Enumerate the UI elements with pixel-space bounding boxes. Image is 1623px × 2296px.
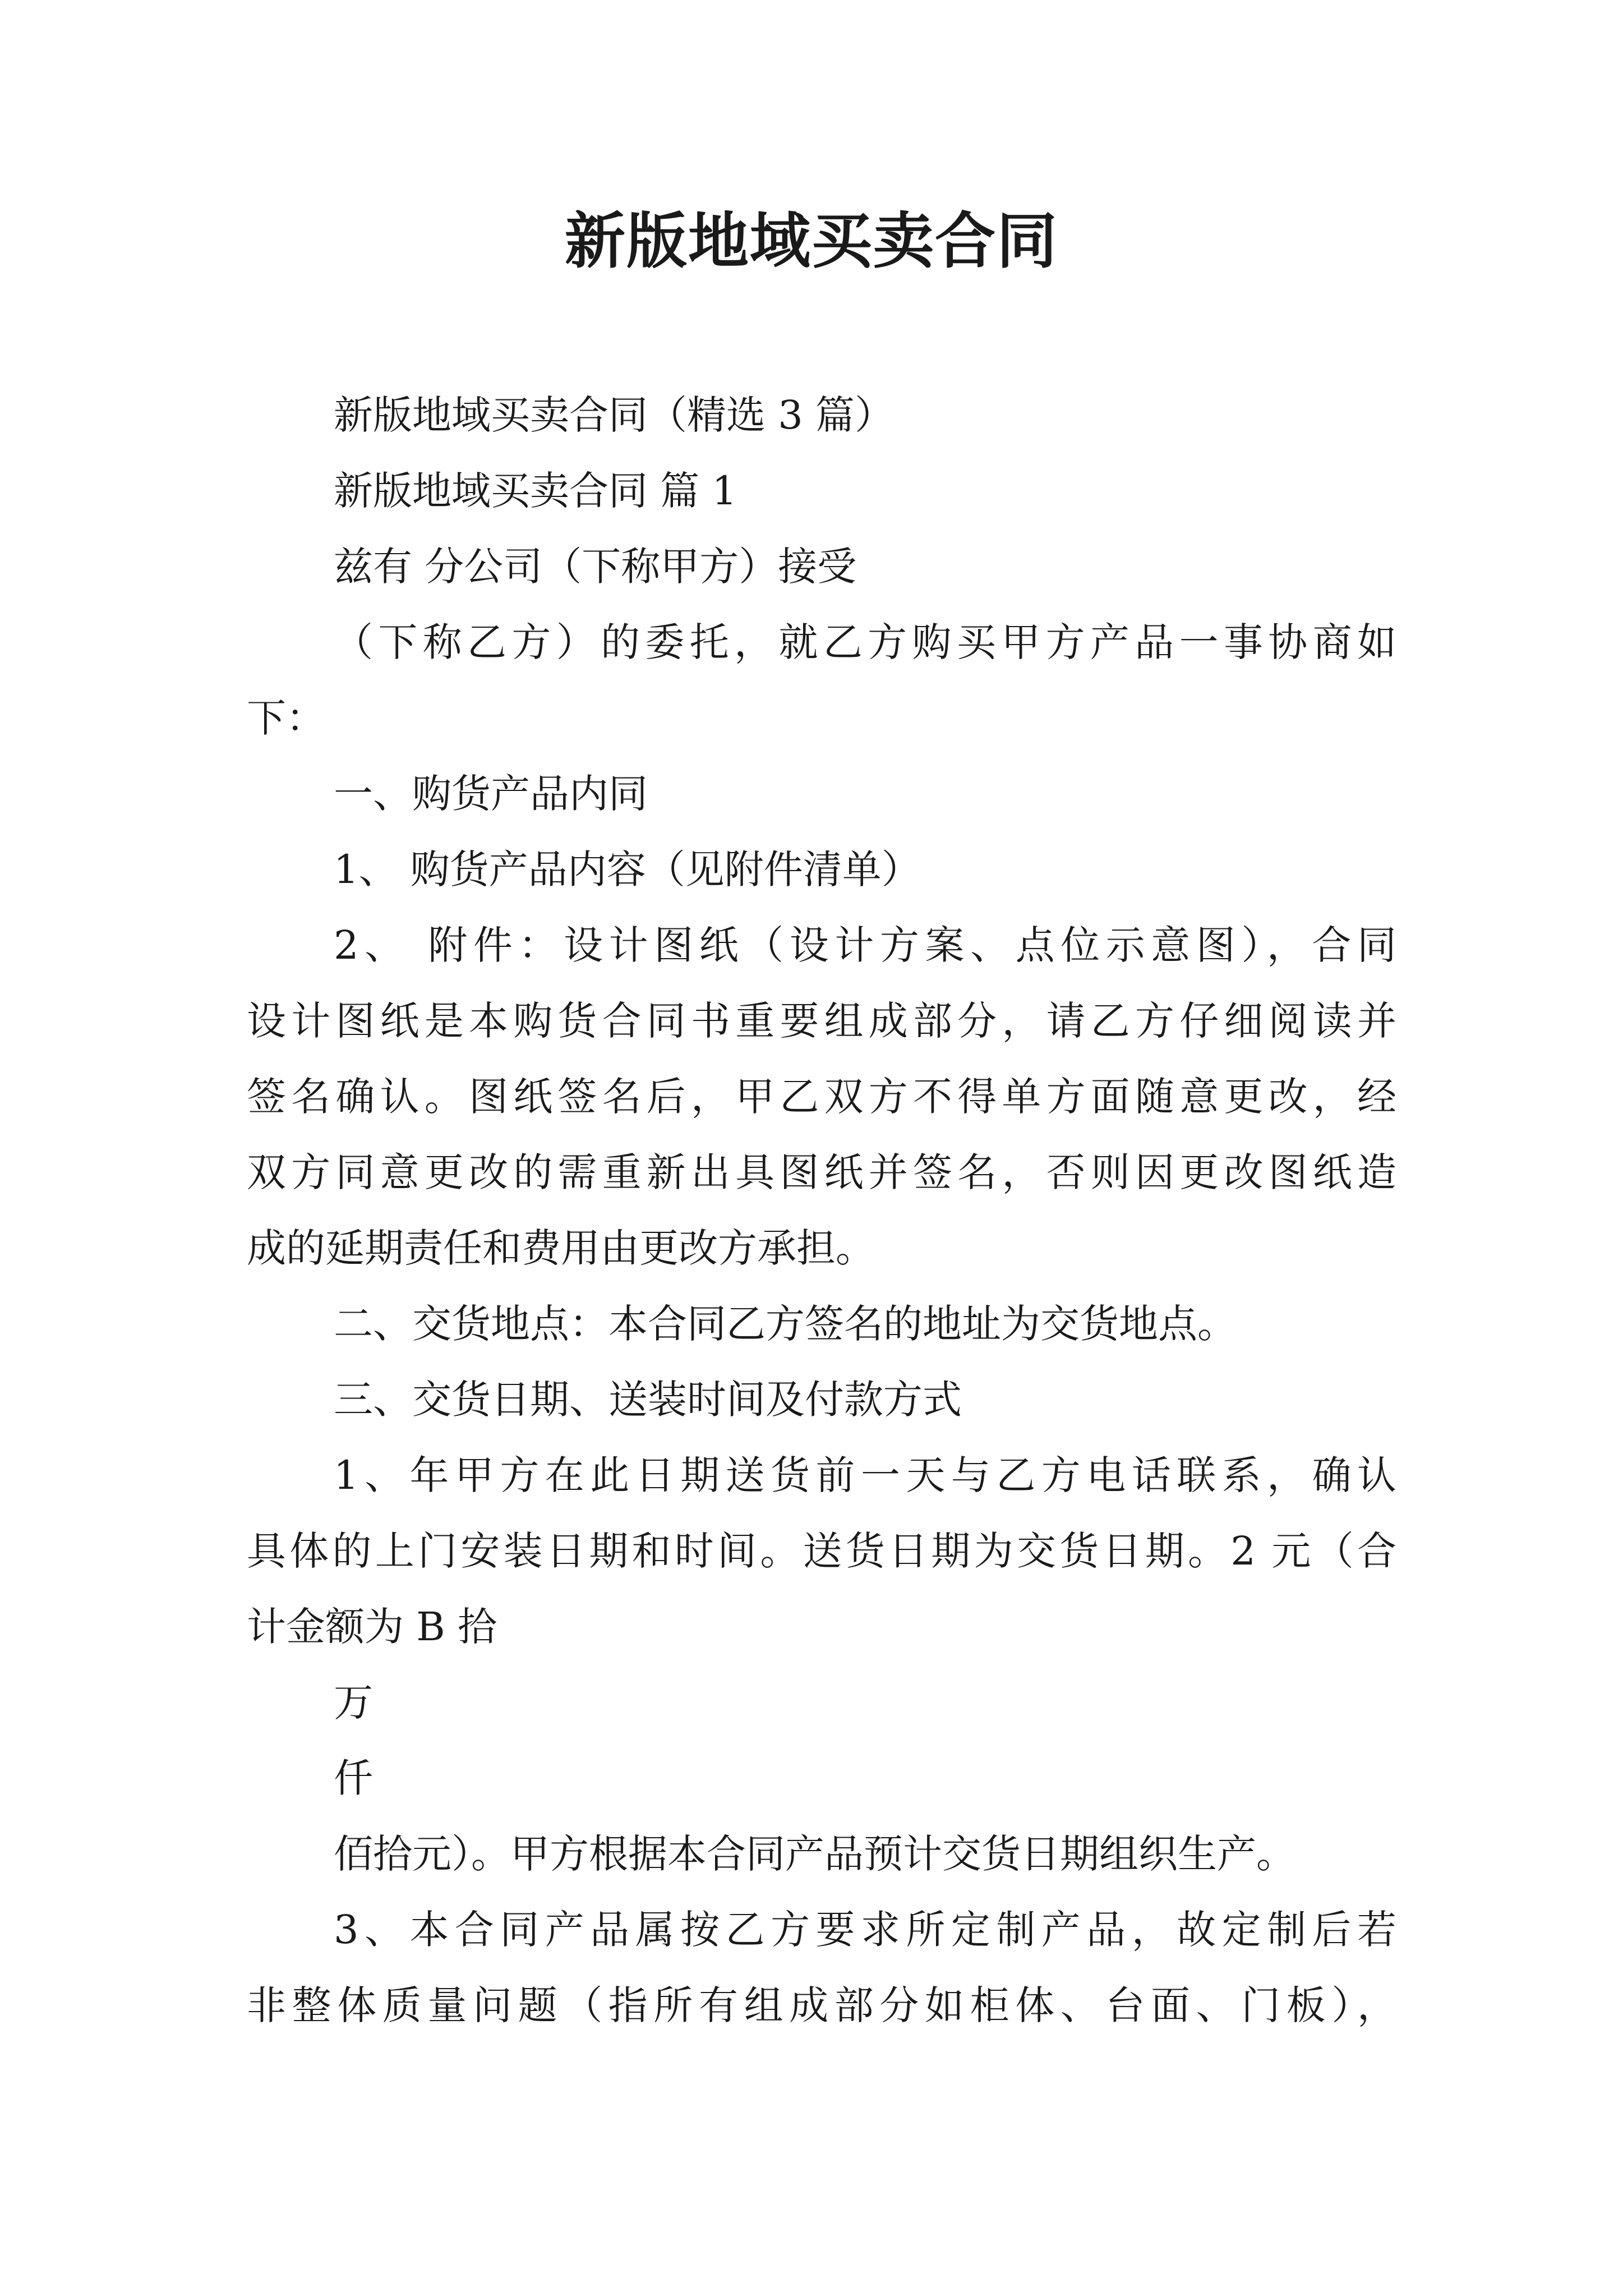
paragraph-line: 设计图纸是本购货合同书重要组成部分，请乙方仔细阅读并 — [247, 998, 1396, 1044]
clause-heading: 三、交货日期、送装时间及付款方式 — [334, 1377, 962, 1423]
clause-heading: 一、购货产品内同 — [334, 771, 648, 817]
clause-item: 1、年甲方在此日期送货前一天与乙方电话联系，确认 — [334, 1452, 1396, 1498]
paragraph-line: 万 — [334, 1680, 373, 1726]
paragraph-line: 兹有 分公司（下称甲方）接受 — [334, 544, 857, 590]
paragraph-line: （下称乙方）的委托，就乙方购买甲方产品一事协商如 — [334, 619, 1396, 665]
paragraph-line: 佰拾元）。甲方根据本合同产品预计交货日期组织生产。 — [334, 1831, 1295, 1877]
clause-heading: 二、交货地点：本合同乙方签名的地址为交货地点。 — [334, 1301, 1237, 1347]
section-heading: 新版地域买卖合同 篇 1 — [334, 468, 737, 514]
paragraph-line: 成的延期责任和费用由更改方承担。 — [247, 1225, 875, 1271]
document-title: 新版地域买卖合同 — [564, 206, 1058, 277]
paragraph-line: 签名确认。图纸签名后，甲乙双方不得单方面随意更改，经 — [247, 1074, 1396, 1120]
clause-item: 2、 附件：设计图纸（设计方案、点位示意图），合同 — [334, 922, 1396, 968]
clause-item: 3、本合同产品属按乙方要求所定制产品，故定制后若 — [334, 1907, 1396, 1953]
subtitle-line: 新版地域买卖合同（精选 3 篇） — [334, 392, 895, 438]
paragraph-line: 具体的上门安装日期和时间。送货日期为交货日期。2 元（合 — [247, 1528, 1396, 1574]
paragraph-line: 下： — [247, 695, 325, 741]
paragraph-line: 仟 — [334, 1755, 373, 1801]
clause-item: 1、 购货产品内容（见附件清单） — [334, 846, 921, 892]
paragraph-line: 非整体质量问题（指所有组成部分如柜体、台面、门板）， — [247, 1982, 1396, 2028]
paragraph-line: 计金额为 B 拾 — [247, 1604, 497, 1650]
paragraph-line: 双方同意更改的需重新出具图纸并签名，否则因更改图纸造 — [247, 1149, 1396, 1195]
